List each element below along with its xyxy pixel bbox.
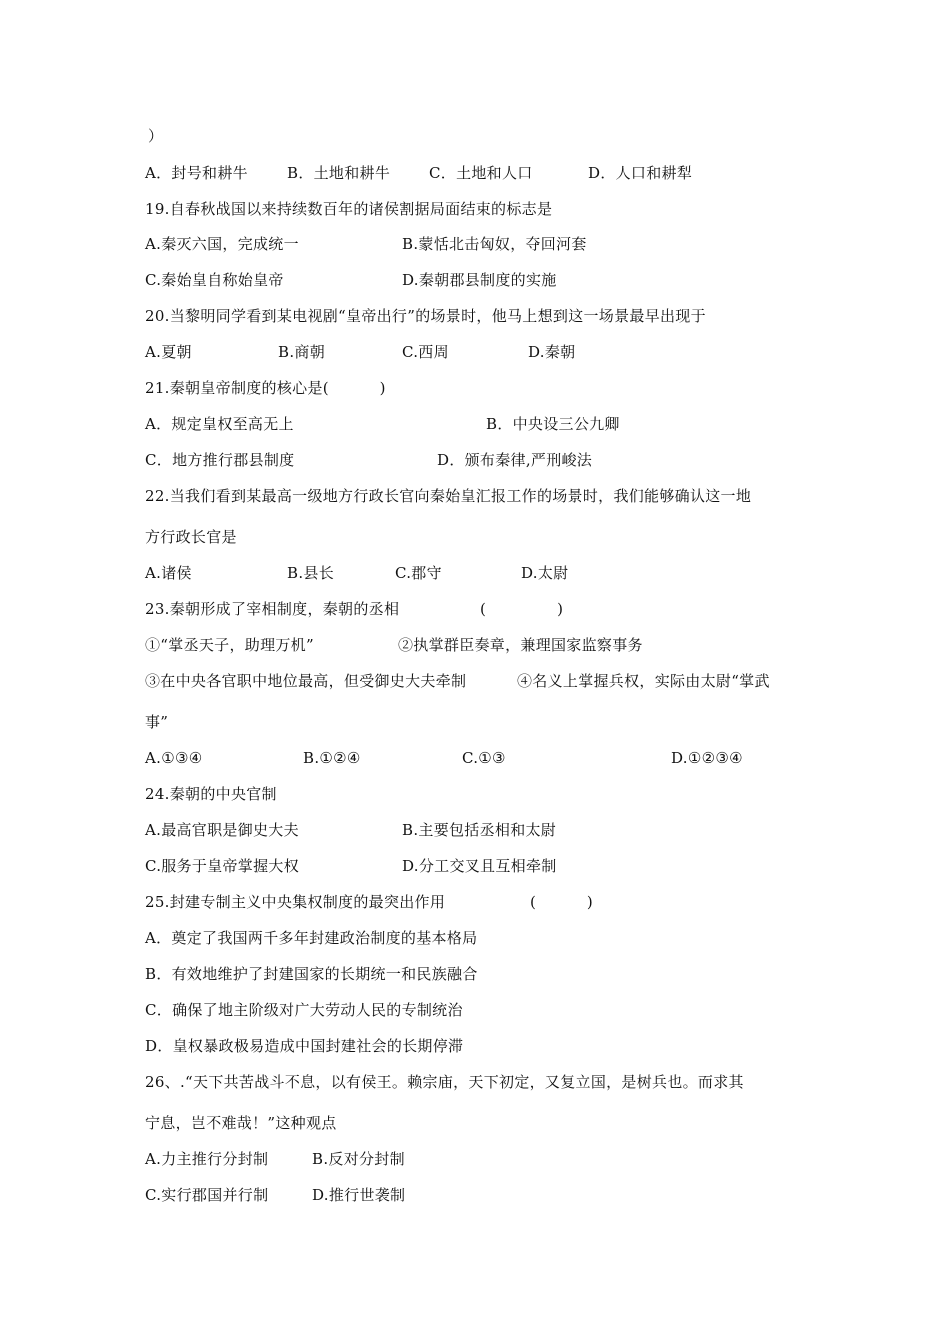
q22-option-c: C.郡守 (395, 564, 442, 582)
q21-option-b: B．中央设三公九卿 (486, 415, 620, 433)
q22-stem-line2: 方行政长官是 (145, 528, 237, 546)
q21-option-d: D．颁布秦律,严刑峻法 (437, 451, 593, 469)
q22-stem-line1: 22.当我们看到某最高一级地方行政长官向秦始皇汇报工作的场景时，我们能够确认这一地 (145, 487, 752, 505)
q23-statement-4-cont: 事” (145, 713, 169, 731)
q25-option-a: A．奠定了我国两千多年封建政治制度的基本格局 (145, 929, 478, 947)
q19-option-b: B.蒙恬北击匈奴，夺回河套 (402, 235, 587, 253)
q20-option-d: D.秦朝 (528, 343, 576, 361)
q24-stem: 24.秦朝的中央官制 (145, 785, 277, 803)
q26-stem-line1: 26、.“天下共苦战斗不息，以有侯王。赖宗庙，天下初定，又复立国，是树兵也。而求其 (145, 1073, 744, 1091)
q22-option-b: B.县长 (287, 564, 334, 582)
q24-option-a: A.最高官职是御史大夫 (145, 821, 299, 839)
q26-option-b: B.反对分封制 (312, 1150, 405, 1168)
q21-stem: 21.秦朝皇帝制度的核心是( ) (145, 379, 386, 397)
q18-option-a: A．封号和耕牛 (145, 164, 248, 182)
q26-option-d: D.推行世袭制 (312, 1186, 406, 1204)
q25-stem: 25.封建专制主义中央集权制度的最突出作用 (145, 893, 446, 911)
q24-option-d: D.分工交叉且互相牵制 (402, 857, 557, 875)
q23-statement-4: ④名义上掌握兵权，实际由太尉“掌武 (517, 672, 770, 690)
q22-option-d: D.太尉 (521, 564, 569, 582)
q23-option-a: A.①③④ (145, 749, 203, 767)
q25-answer-paren: ( ) (530, 893, 593, 911)
q20-option-a: A.夏朝 (145, 343, 192, 361)
q20-option-c: C.西周 (402, 343, 449, 361)
q20-stem: 20.当黎明同学看到某电视剧“皇帝出行”的场景时，他马上想到这一场景最早出现于 (145, 307, 706, 325)
q22-option-a: A.诸侯 (145, 564, 192, 582)
q26-option-a: A.力主推行分封制 (145, 1150, 269, 1168)
q23-option-c: C.①③ (462, 749, 506, 767)
q21-option-a: A．规定皇权至高无上 (145, 415, 294, 433)
q23-option-b: B.①②④ (303, 749, 361, 767)
q26-stem-line2: 宁息，岂不难哉！”这种观点 (145, 1114, 337, 1132)
q19-stem: 19.自春秋战国以来持续数百年的诸侯割据局面结束的标志是 (145, 200, 553, 218)
q19-option-a: A.秦灭六国，完成统一 (145, 235, 299, 253)
q20-option-b: B.商朝 (278, 343, 325, 361)
q18-tail: ） (148, 127, 164, 145)
q23-stem: 23.秦朝形成了宰相制度，秦朝的丞相 (145, 600, 400, 618)
q21-option-c: C．地方推行郡县制度 (145, 451, 295, 469)
q18-option-b: B．土地和耕牛 (287, 164, 391, 182)
q23-statement-2: ②执掌群臣奏章，兼理国家监察事务 (398, 636, 643, 654)
q23-statement-3: ③在中央各官职中地位最高，但受御史大夫牵制 (145, 672, 467, 690)
q23-answer-paren: ( ) (480, 600, 564, 618)
q24-option-c: C.服务于皇帝掌握大权 (145, 857, 300, 875)
q23-statement-1: ①“掌丞天子，助理万机” (145, 636, 314, 654)
q26-option-c: C.实行郡国并行制 (145, 1186, 269, 1204)
q25-option-b: B．有效地维护了封建国家的长期统一和民族融合 (145, 965, 478, 983)
q18-option-d: D．人口和耕犁 (588, 164, 693, 182)
q19-option-c: C.秦始皇自称始皇帝 (145, 271, 284, 289)
q25-option-d: D．皇权暴政极易造成中国封建社会的长期停滞 (145, 1037, 464, 1055)
q19-option-d: D.秦朝郡县制度的实施 (402, 271, 557, 289)
q25-option-c: C．确保了地主阶级对广大劳动人民的专制统治 (145, 1001, 463, 1019)
q18-option-c: C．土地和人口 (429, 164, 533, 182)
q24-option-b: B.主要包括丞相和太尉 (402, 821, 557, 839)
q23-option-d: D.①②③④ (671, 749, 743, 767)
